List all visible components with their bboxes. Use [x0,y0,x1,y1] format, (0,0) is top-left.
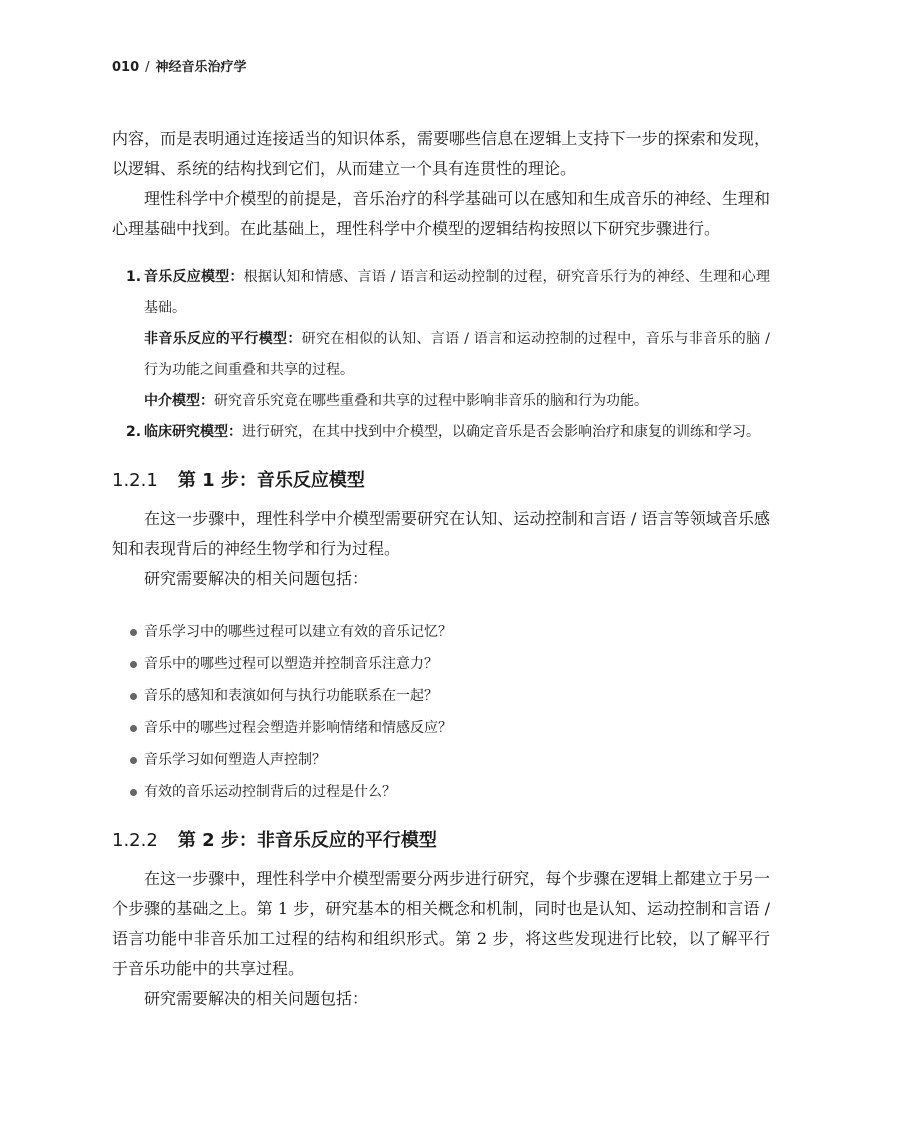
step-item-1 [112,262,770,324]
bullet-icon [130,757,137,764]
intro-paragraph-2: 理性科学中介模型的前提是，音乐治疗的科学基础可以在感知和生成音乐的神经、生理和心理基础中找到。在此基础上，理性科学中介模型的逻辑结构按照以下研究步骤进行。 [112,189,770,238]
book-title: 神经音乐治疗学 [155,60,247,75]
page-content [112,124,770,1014]
list-item [112,776,770,808]
running-header [112,56,247,75]
list-item [112,616,770,648]
list-item [112,712,770,744]
question-text: 音乐的感知和表演如何与执行功能联系在一起？ [144,688,438,704]
bullet-icon [130,629,137,636]
section-heading-1-2-2 [112,824,770,858]
list-item [112,680,770,712]
step-subitem-mediating-model [112,386,770,417]
step-term: 临床研究模型： [144,424,242,440]
section-title: 第 1 步：音乐反应模型 [177,470,365,491]
section-2-paragraph: 在这一步骤中，理性科学中介模型需要分两步进行研究，每个步骤在逻辑上都建立于另一个步骤的基础之上。第 1 步，研究基本的相关概念和机制，同时也是认知、运动控制和言语 / 语言功能中非音乐加工过程的结构和组织形式。第 2 步，将这些发现进行比较，以了解平行于音乐功能中的共享过程。 [112,869,770,978]
section-number: 1.2.2 [112,830,158,851]
bullet-icon [130,725,137,732]
step-text: 研究在相似的认知、言语 / 语言和运动控制的过程中，音乐与非音乐的脑 / 行为功能之间重叠和共享的过程。 [144,331,770,378]
bullet-icon [130,693,137,700]
question-text: 音乐学习如何塑造人声控制？ [144,752,326,768]
step-number: 2. [126,424,142,440]
list-item [112,648,770,680]
header-separator: / [145,60,150,75]
step-term: 音乐反应模型： [144,269,244,285]
question-text: 音乐中的哪些过程可以塑造并控制音乐注意力？ [144,656,438,672]
step-number: 1. [126,269,142,285]
list-item [112,744,770,776]
intro-paragraph-1: 内容，而是表明通过连接适当的知识体系，需要哪些信息在逻辑上支持下一步的探索和发现，以逻辑、系统的结构找到它们，从而建立一个具有连贯性的理论。 [112,129,770,178]
step-text: 研究音乐究竟在哪些重叠和共享的过程中影响非音乐的脑和行为功能。 [214,393,648,409]
research-steps-list [112,262,770,448]
section-2-lead-in: 研究需要解决的相关问题包括： [144,989,369,1008]
step-item-2 [112,417,770,448]
step-subitem-parallel-model [112,324,770,386]
section-title: 第 2 步：非音乐反应的平行模型 [177,830,437,851]
bullet-icon [130,661,137,668]
section-heading-1-2-1 [112,464,770,498]
section-1-paragraph: 在这一步骤中，理性科学中介模型需要研究在认知、运动控制和言语 / 语言等领域音乐感知和表现背后的神经生物学和行为过程。 [112,509,770,558]
question-text: 音乐学习中的哪些过程可以建立有效的音乐记忆？ [144,624,452,640]
step-term: 中介模型： [144,393,214,409]
step-term: 非音乐反应的平行模型： [144,331,302,347]
bullet-icon [130,789,137,796]
step-text: 根据认知和情感、言语 / 语言和运动控制的过程，研究音乐行为的神经、生理和心理基础。 [144,269,770,316]
step-text: 进行研究，在其中找到中介模型，以确定音乐是否会影响治疗和康复的训练和学习。 [242,424,760,440]
question-text: 有效的音乐运动控制背后的过程是什么？ [144,784,396,800]
question-text: 音乐中的哪些过程会塑造并影响情绪和情感反应？ [144,720,452,736]
section-1-questions-list [112,616,770,808]
section-1-lead-in: 研究需要解决的相关问题包括： [144,569,369,588]
section-number: 1.2.1 [112,470,158,491]
page-number: 010 [112,60,140,75]
